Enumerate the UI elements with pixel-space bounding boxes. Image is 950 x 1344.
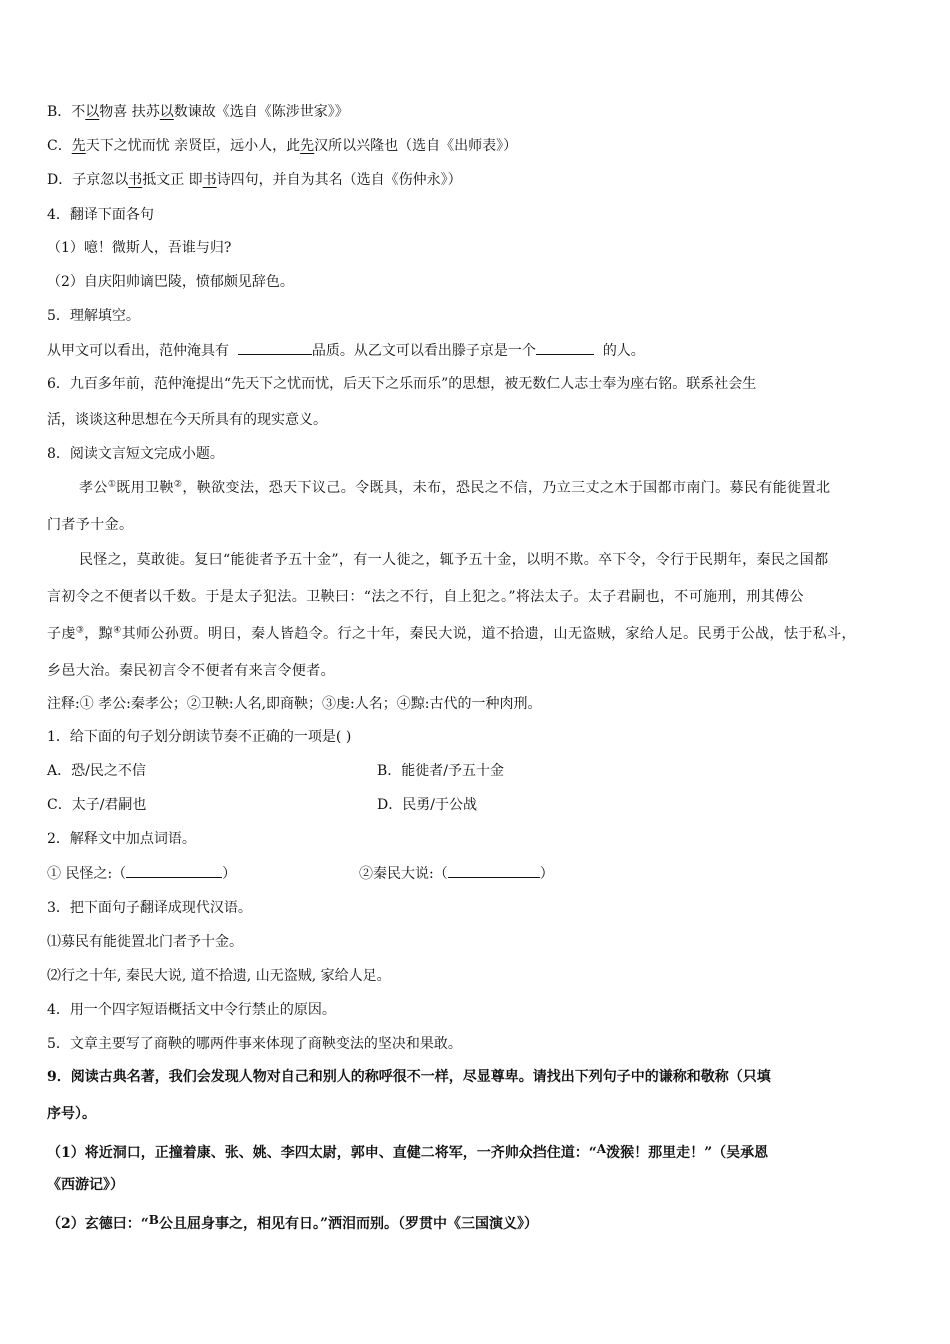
q4-sentence-1: （1）噫！微斯人，吾谁与归?	[47, 240, 232, 256]
q8-passage-line-2: 门者予十金。	[47, 517, 134, 533]
q5-title: 5．理解填空。	[47, 308, 140, 324]
q3-option-c: C．先天下之忧而忧 亲贤臣，远小人，此先汉所以兴隆也（选自《出师表》）	[47, 138, 518, 154]
q8-passage-line-5: 子虔③，黥④其师公孙贾。明日，秦人皆趋令。行之十年，秦民大说，道不拾遗，山无盗贼，家给人足。民勇于公战，怯于私斗，	[47, 625, 856, 642]
q8-sub4: 4．用一个四字短语概括文中令行禁止的原因。	[47, 1002, 336, 1018]
q8-sub2: 2．解释文中加点词语。	[47, 831, 196, 847]
q5-fill-line: 从甲文可以看出，范仲淹具有 品质。从乙文可以看出滕子京是一个 的人。	[47, 340, 909, 361]
q9-line-2: 序号）。	[47, 1106, 96, 1122]
q8-sub5: 5．文章主要写了商鞅的哪两件事来体现了商鞅变法的坚决和果敢。	[47, 1036, 462, 1052]
q4-sentence-2: （2）自庆阳帅谪巴陵，愤郁颇见辞色。	[47, 274, 294, 290]
q9-sentence-1: （1）将近洞口，正撞着康、张、姚、李四太尉，郭申、直健二将军，一齐帅众挡住道：“A泼猴！那里走！”（吴承恩	[47, 1142, 769, 1161]
q9-sentence-1-source: 《西游记》）	[47, 1177, 124, 1193]
q5-blank-2[interactable]	[536, 340, 594, 355]
q8-sub2-blank-1[interactable]	[126, 863, 222, 878]
q8-sub3: 3．把下面句子翻译成现代汉语。	[47, 900, 252, 916]
q8-option-c[interactable]: C．太子/君嗣也	[47, 797, 147, 813]
q8-option-a[interactable]: A．恐/民之不信	[47, 763, 146, 779]
q9-line-1: 9．阅读古典名著，我们会发现人物对自己和别人的称呼很不一样，尽显尊卑。请找出下列句子中的谦称和敬称（只填	[47, 1069, 771, 1085]
q5-blank-1[interactable]	[238, 340, 312, 355]
q8-sub3-b: ⑵行之十年, 秦民大说, 道不拾遗, 山无盗贼, 家给人足。	[47, 968, 391, 984]
q4-title: 4．翻译下面各句	[47, 207, 154, 223]
q8-sub2-blank-2[interactable]	[448, 863, 540, 878]
q9-sentence-2: （2）玄德曰：“B公且屈身事之，相见有日。”洒泪而别。（罗贯中《三国演义》）	[47, 1213, 539, 1232]
q8-sub3-a: ⑴募民有能徙置北门者予十金。	[47, 934, 243, 950]
q8-passage-line-1: 孝公①既用卫鞅②，鞅欲变法，恐天下议己。令既具，未布，恐民之不信，乃立三丈之木于国都市南门。募民有能徙置北	[79, 479, 831, 496]
q8-sub1-options-cd	[47, 795, 909, 815]
q3-option-d: D．子京忽以书抵文正 即书诗四句，并自为其名（选自《伤仲永》）	[47, 172, 462, 188]
q8-sub2-items: ① 民怪之:（ ） ②秦民大说:（ ）	[47, 863, 909, 884]
q8-option-d[interactable]: D．民勇/于公战	[377, 797, 477, 813]
q6-line-1: 6．九百多年前，范仲淹提出“先天下之忧而忧，后天下之乐而乐”的思想，被无数仁人志士奉为座右铭。联系社会生	[47, 376, 757, 392]
q8-passage-line-6: 乡邑大治。秦民初言令不便者有来言令便者。	[47, 663, 335, 679]
q3-option-b: B．不以物喜 扶苏以数谏故《选自《陈涉世家》》	[47, 104, 349, 120]
q8-option-b[interactable]: B．能徙者/予五十金	[377, 763, 505, 779]
q8-title: 8．阅读文言短文完成小题。	[47, 446, 224, 462]
q8-notes: 注释:① 孝公:秦孝公；②卫鞅:人名,即商鞅；③虔:人名；④黥:古代的一种肉刑。	[47, 696, 542, 712]
q8-passage-line-3: 民怪之，莫敢徙。复曰“能徙者予五十金”，有一人徙之，辄予五十金，以明不欺。卒下令，令行于民期年，秦民之国都	[79, 552, 829, 568]
q8-sub1-options-ab	[47, 761, 909, 781]
q8-sub1: 1．给下面的句子划分朗读节奏不正确的一项是( )	[47, 729, 352, 745]
q6-line-2: 活，谈谈这种思想在今天所具有的现实意义。	[47, 412, 327, 428]
q8-passage-line-4: 言初令之不便者以千数。于是太子犯法。卫鞅曰：“法之不行，自上犯之。”将法太子。太子君嗣也，不可施刑，刑其傅公	[47, 589, 804, 605]
